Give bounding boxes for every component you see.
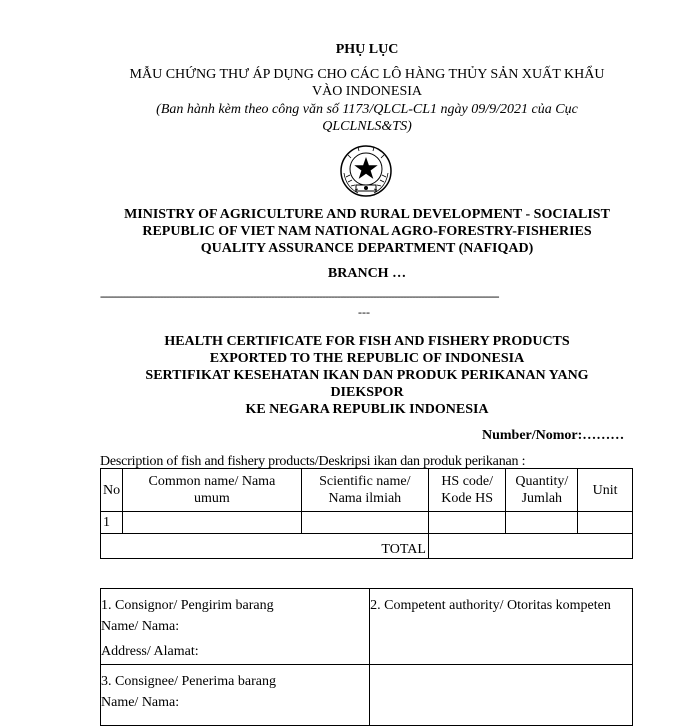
issued-note-line2: QLCLNLS&TS) bbox=[322, 119, 412, 134]
total-value[interactable] bbox=[428, 534, 632, 559]
certificate-title bbox=[100, 333, 634, 418]
certificate-title-line4: DIEKSPOR bbox=[330, 385, 404, 400]
consignor-name-label: Name/ Nama: bbox=[101, 619, 180, 634]
consignee-heading: 3. Consignee/ Penerima barang bbox=[101, 674, 276, 689]
cell-quantity[interactable] bbox=[506, 512, 578, 534]
certificate-title-line3: SERTIFIKAT KESEHATAN IKAN DAN PRODUK PERIKANAN YANG bbox=[145, 368, 589, 383]
header-scientific-name bbox=[301, 469, 428, 512]
consignor-heading: 1. Consignor/ Pengirim barang bbox=[101, 598, 274, 613]
competent-authority-heading: 2. Competent authority/ Otoritas kompeten bbox=[370, 598, 611, 613]
issued-note bbox=[100, 101, 634, 135]
consignor-row bbox=[101, 589, 633, 665]
national-emblem-icon bbox=[338, 143, 394, 199]
total-label: TOTAL bbox=[101, 534, 429, 559]
products-table bbox=[100, 468, 633, 559]
certificate-title-line1: HEALTH CERTIFICATE FOR FISH AND FISHERY PRODUCTS bbox=[164, 334, 570, 349]
ministry-line2: REPUBLIC OF VIET NAM NATIONAL AGRO-FORESTRY-FISHERIES bbox=[142, 224, 592, 239]
form-title-line2: VÀO INDONESIA bbox=[311, 84, 423, 99]
certificate-number: Number/Nomor:……… bbox=[482, 428, 625, 443]
ministry-line1: MINISTRY OF AGRICULTURE AND RURAL DEVELOPMENT - SOCIALIST bbox=[124, 207, 610, 222]
header-quantity bbox=[506, 469, 578, 512]
ministry-line3: QUALITY ASSURANCE DEPARTMENT (NAFIQAD) bbox=[200, 241, 534, 256]
products-header-row bbox=[101, 469, 633, 512]
certificate-title-line5: KE NEGARA REPUBLIK INDONESIA bbox=[245, 402, 489, 417]
form-title bbox=[100, 66, 634, 100]
header-qty-line2: Jumlah bbox=[521, 491, 563, 506]
branch-label: BRANCH … bbox=[327, 266, 407, 281]
form-title-line1: MẪU CHỨNG THƯ ÁP DỤNG CHO CÁC LÔ HÀNG THỦY SẢN XUẤT KHẨU bbox=[129, 67, 605, 82]
parties-table bbox=[100, 588, 633, 726]
products-description-label: Description of fish and fishery products/Deskripsi ikan dan produk perikanan : bbox=[100, 454, 526, 469]
consignee-name-label: Name/ Nama: bbox=[101, 695, 180, 710]
cell-hs-code[interactable] bbox=[428, 512, 506, 534]
header-common-name bbox=[123, 469, 302, 512]
cell-common-name[interactable] bbox=[123, 512, 302, 534]
ministry-heading bbox=[100, 206, 634, 257]
header-no: No bbox=[101, 469, 123, 512]
cell-unit[interactable] bbox=[578, 512, 633, 534]
header-hs-line1: HS code/ bbox=[441, 474, 494, 489]
consignee-cell[interactable] bbox=[101, 665, 370, 726]
appendix-title: PHỤ LỤC bbox=[335, 42, 399, 57]
consignee-row bbox=[101, 665, 633, 726]
consignor-address-label: Address/ Alamat: bbox=[101, 644, 199, 659]
consignee-right-cell[interactable] bbox=[370, 665, 633, 726]
header-scientific-line2: Nama ilmiah bbox=[328, 491, 402, 506]
separator-tail: --- bbox=[358, 305, 370, 319]
header-qty-line1: Quantity/ bbox=[515, 474, 569, 489]
header-common-name-line2: umum bbox=[194, 491, 230, 506]
separator-line: ------------------------------------------------------------------------------------------------------------------------------------- bbox=[100, 289, 499, 303]
header-hs-line2: Kode HS bbox=[441, 491, 494, 506]
cell-no: 1 bbox=[101, 512, 123, 534]
certificate-title-line2: EXPORTED TO THE REPUBLIC OF INDONESIA bbox=[209, 351, 525, 366]
competent-authority-cell[interactable] bbox=[370, 589, 633, 665]
header-scientific-line1: Scientific name/ bbox=[319, 474, 411, 489]
issued-note-line1: (Ban hành kèm theo công văn số 1173/QLCL-CL1 ngày 09/9/2021 của Cục bbox=[156, 102, 578, 117]
cell-scientific-name[interactable] bbox=[301, 512, 428, 534]
header-unit: Unit bbox=[578, 469, 633, 512]
table-row bbox=[101, 512, 633, 534]
consignor-cell[interactable] bbox=[101, 589, 370, 665]
header-hs-code bbox=[428, 469, 506, 512]
header-common-name-line1: Common name/ Nama bbox=[148, 474, 276, 489]
total-row bbox=[101, 534, 633, 559]
